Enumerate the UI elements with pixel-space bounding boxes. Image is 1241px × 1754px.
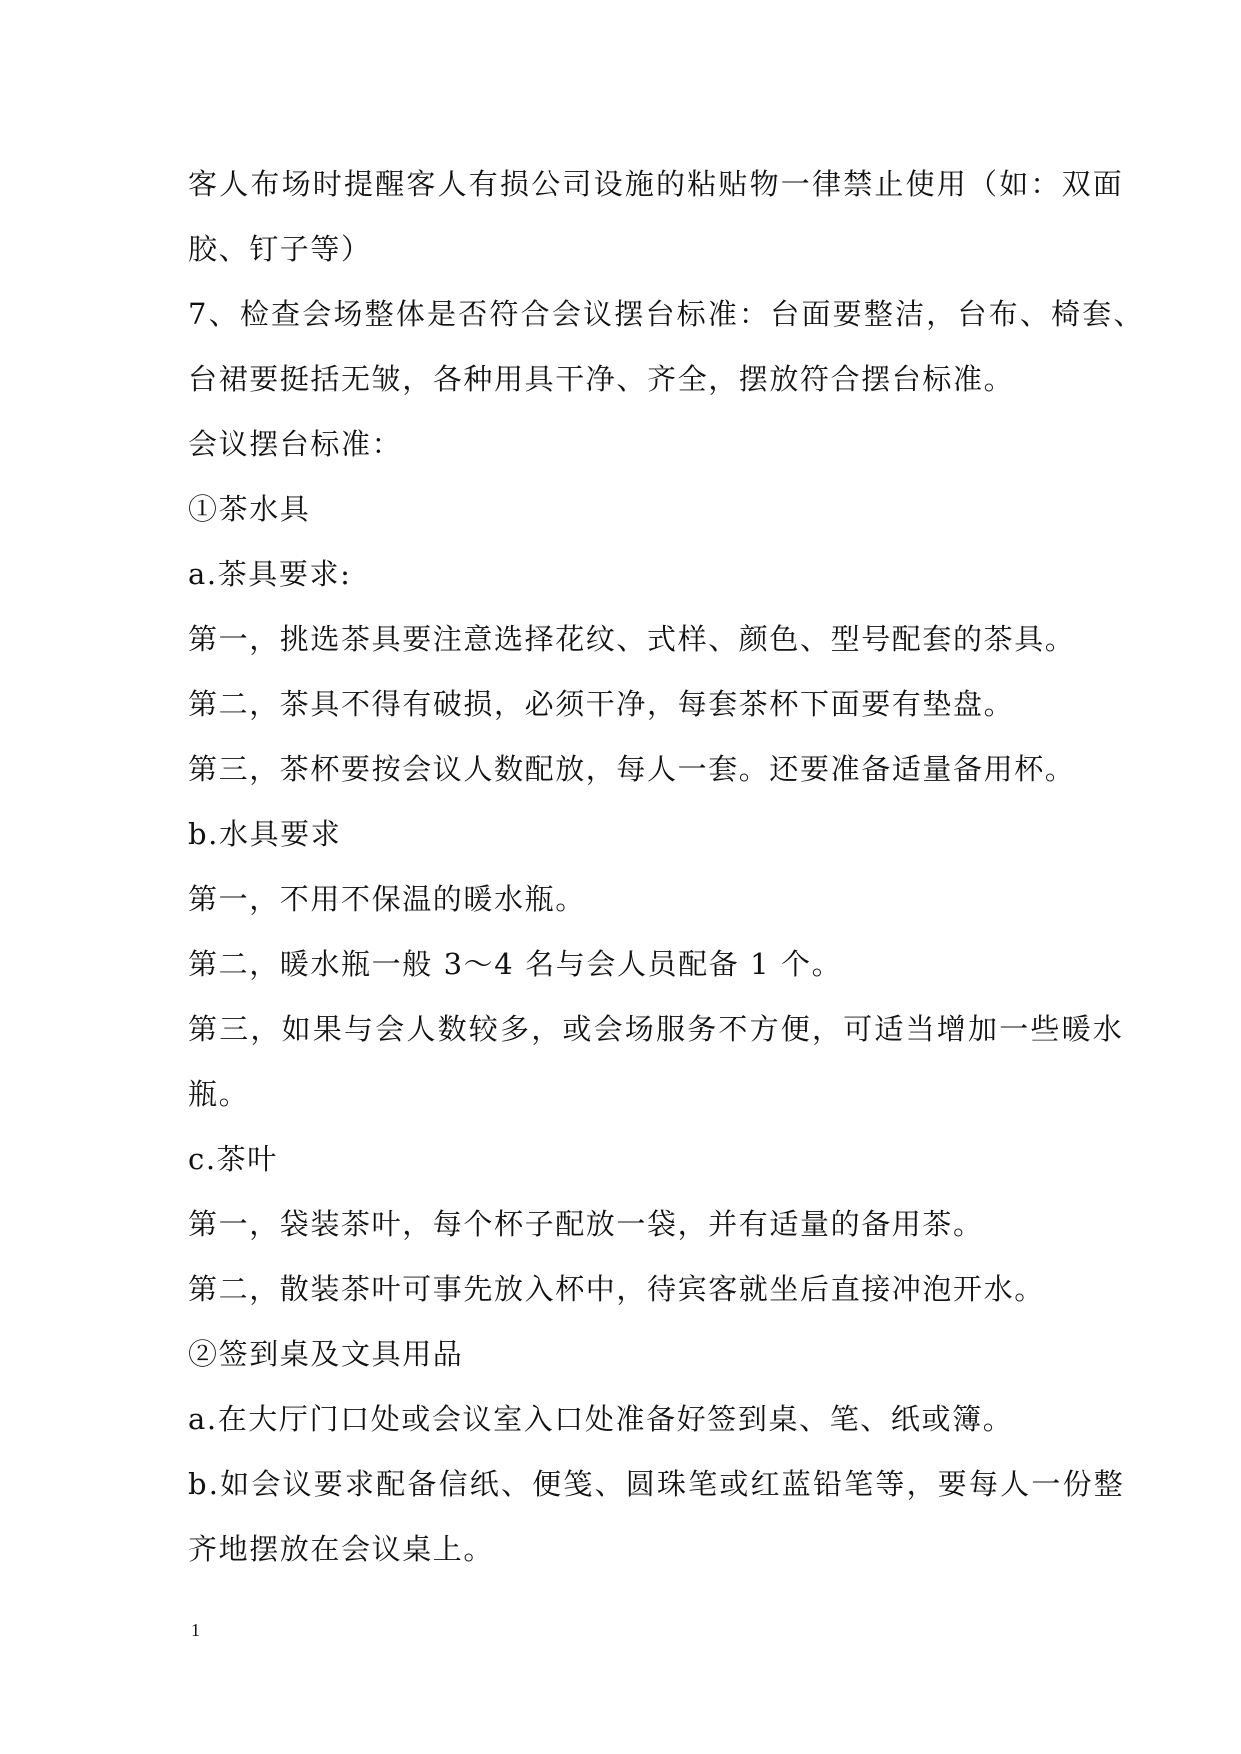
text-line: 第三，茶杯要按会议人数配放，每人一套。还要准备适量备用杯。: [188, 752, 1076, 786]
text-line: ②签到桌及文具用品: [188, 1337, 464, 1371]
text-line: b.水具要求: [188, 817, 342, 851]
text-line: 7、检查会场整体是否符合会议摆台标准：台面要整洁，台布、椅套、: [188, 297, 1145, 331]
text-line: 第一，挑选茶具要注意选择花纹、式样、颜色、型号配套的茶具。: [188, 622, 1076, 656]
text-line: a.在大厅门口处或会议室入口处准备好签到桌、笔、纸或簿。: [188, 1402, 1014, 1436]
text-line: 第三，如果与会人数较多，或会场服务不方便，可适当增加一些暖水: [188, 1012, 1125, 1046]
text-line: 瓶。: [188, 1077, 250, 1111]
body-text: [188, 152, 1145, 1582]
text-line: 第二，散装茶叶可事先放入杯中，待宾客就坐后直接冲泡开水。: [188, 1272, 1045, 1306]
text-line: b.如会议要求配备信纸、便笺、圆珠笔或红蓝铅笔等，要每人一份整: [188, 1467, 1125, 1501]
text-line: 齐地摆放在会议桌上。: [188, 1532, 495, 1566]
text-line: 台裙要挺括无皱，各种用具干净、齐全，摆放符合摆台标准。: [188, 362, 1015, 396]
text-line: c.茶叶: [188, 1142, 278, 1176]
text-line: 第二，茶具不得有破损，必须干净，每套茶杯下面要有垫盘。: [188, 687, 1015, 721]
text-line: a.茶具要求:: [188, 557, 352, 591]
text-line: ①茶水具: [188, 492, 311, 526]
text-line: 胶、钉子等）: [188, 232, 372, 266]
text-line: 第一，袋装茶叶，每个杯子配放一袋，并有适量的备用茶。: [188, 1207, 984, 1241]
page-number: 1: [191, 1620, 200, 1640]
text-line: 第二，暖水瓶一般 3～4 名与会人员配备 1 个。: [188, 947, 843, 981]
text-line: 客人布场时提醒客人有损公司设施的粘贴物一律禁止使用（如：双面: [188, 167, 1125, 201]
text-line: 会议摆台标准：: [188, 427, 403, 461]
text-line: 第一，不用不保温的暖水瓶。: [188, 882, 586, 916]
